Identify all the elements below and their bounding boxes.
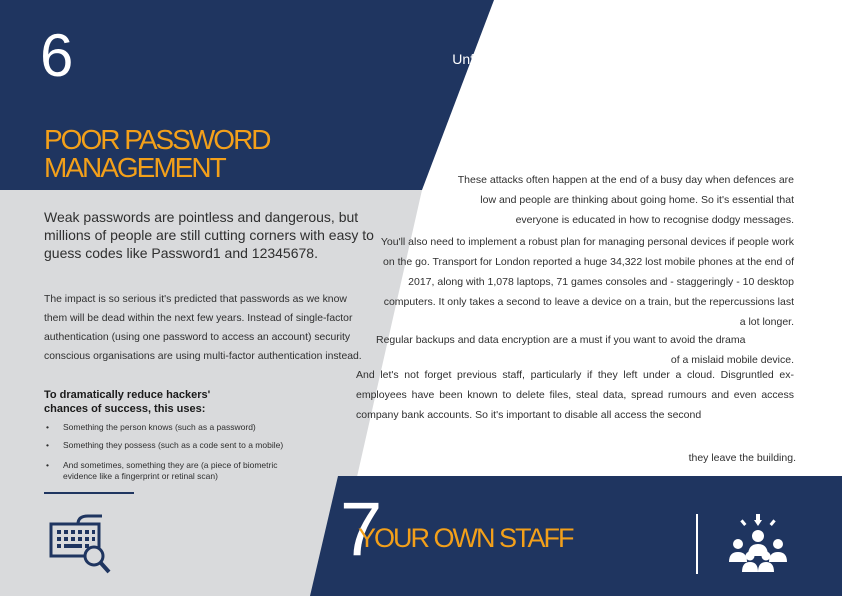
bullet-item: • And sometimes, something they are (a piece of biometric evidence like a fingerprint or retinal scan) xyxy=(44,460,293,482)
body-paragraph-2: You'll also need to implement a robust plan for managing personal devices if people work on the go. Transport for London reported a huge 34,322 lost mobile phones at the end of 2017, along with 1,078 laptops, 71 games consoles and - staggeringly - 10 desktop computers. It only takes a second to leave a device on a train, but the repercussions last a lot longer. xyxy=(380,236,794,328)
body-paragraph-3-end: of a mislaid mobile device. xyxy=(670,354,794,366)
intro-paragraph: Unfortunately, the weakest link in many organisations is often well-meaning staff. With the exception of sophisticated attacks like NotPetya, the majority of computer viruses need a human being to enable them, by clicking on a link or replying to a phishing email. xyxy=(452,51,796,141)
section-number-7: 7 xyxy=(340,487,383,572)
body-paragraph-4: And let's not forget previous staff, particularly if they left under a cloud. Disgruntled ex-employees have been known to delete files, steal data, spread rumours and even access company bank accounts. So it's important to disable all access the second xyxy=(356,369,794,421)
section-title-6 xyxy=(44,126,270,182)
section-number-6: 6 xyxy=(40,22,73,89)
bullet-item: • Something the person knows (such as a password) xyxy=(44,422,333,433)
body-paragraph-3-start: Regular backups and data encryption are a must if you want to avoid the drama xyxy=(376,334,746,346)
body-paragraph-1: These attacks often happen at the end of a busy day when defences are low and people are thinking about going home. So it's essential that everyone is educated in how to recognise dodgy messages. xyxy=(457,174,794,226)
divider-rule xyxy=(44,492,134,494)
lead-paragraph: Weak passwords are pointless and dangerous, but millions of people are still cutting corners with easy to guess codes like Password1 and 12345678. xyxy=(44,209,374,261)
team-group-icon xyxy=(720,510,796,576)
section-title-7: YOUR OWN STAFF xyxy=(358,523,573,553)
bullet-item: • Something they possess (such as a code sent to a mobile) xyxy=(44,440,333,451)
impact-paragraph: The impact is so serious it's predicted that passwords as we know them will be dead within the next few years. Instead of single-factor authentication (using one password to access an account) security conscious organisations are using multi-factor authentication instead. xyxy=(44,294,362,362)
body-paragraph-5: they leave the building. xyxy=(688,452,796,464)
body-paragraph-3 xyxy=(376,330,794,370)
reduce-heading: To dramatically reduce hackers' chances of success, this uses: xyxy=(44,389,211,415)
section-title-line-2: MANAGEMENT xyxy=(44,152,225,183)
section-title-line-1: POOR PASSWORD xyxy=(44,124,270,155)
keyboard-magnifier-icon xyxy=(48,514,114,580)
vertical-divider xyxy=(696,514,698,574)
